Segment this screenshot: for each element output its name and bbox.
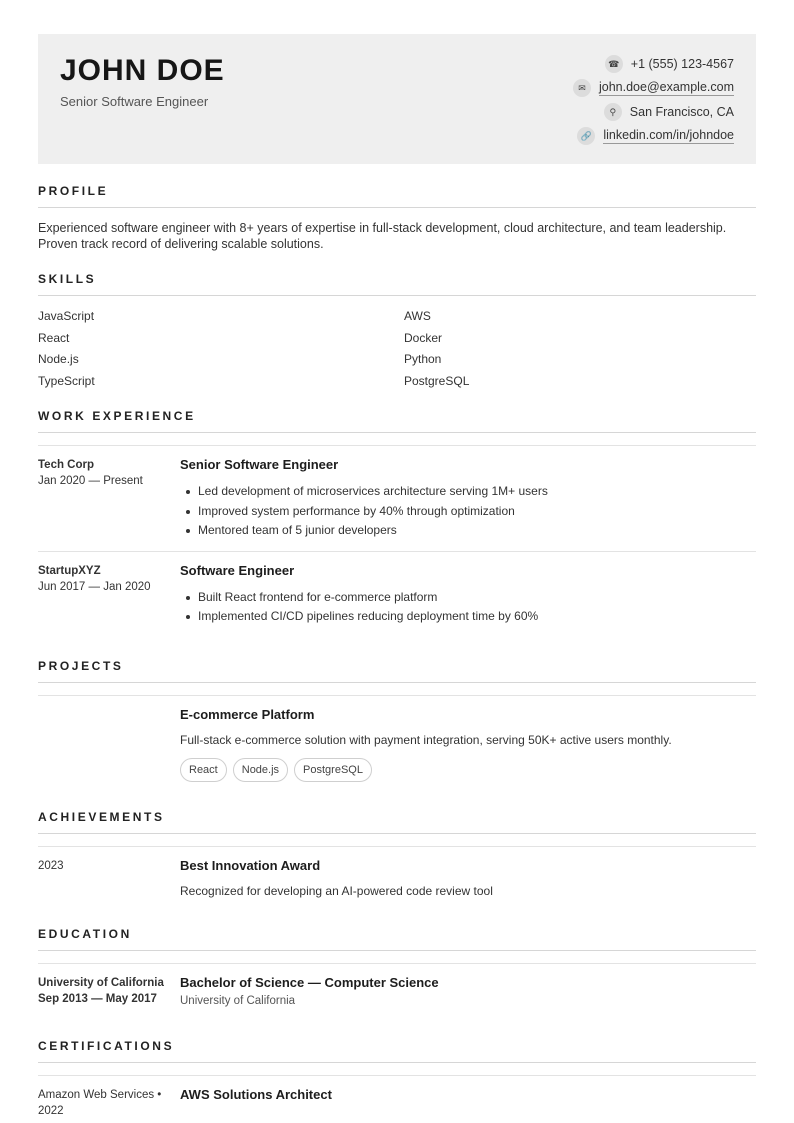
degree-title: Bachelor of Science — Computer Science	[180, 974, 439, 990]
bullet-item: Improved system performance by 40% through optimization	[180, 502, 756, 522]
project-list	[38, 695, 756, 792]
contact-linkedin[interactable]	[573, 124, 734, 148]
job-title: Senior Software Engineer	[60, 94, 209, 109]
email-link[interactable]: john.doe@example.com	[599, 80, 734, 94]
achievement-bullets	[180, 482, 756, 541]
skill-item: PostgreSQL	[404, 373, 470, 388]
contact-location	[573, 100, 734, 124]
work-list	[38, 445, 756, 637]
project-meta	[38, 707, 180, 782]
full-name: JOHN DOE	[60, 54, 225, 87]
education-entry	[38, 963, 756, 1017]
work-details	[180, 563, 756, 627]
project-details	[180, 707, 756, 782]
skill-item: Python	[404, 352, 442, 366]
achievement-details	[180, 858, 756, 899]
certification-entry	[38, 1075, 756, 1123]
skill-item: Docker	[404, 330, 443, 345]
section-title-work: WORK EXPERIENCE	[38, 409, 756, 433]
position-title: Senior Software Engineer	[180, 457, 339, 472]
achievement-bullets	[180, 588, 756, 627]
company-name: Tech Corp	[38, 459, 95, 471]
section-title-projects: PROJECTS	[38, 659, 756, 683]
position-title: Software Engineer	[180, 562, 295, 578]
certification-issuer: Amazon Web Services •	[38, 1088, 162, 1101]
work-details	[180, 457, 756, 541]
project-description: Full-stack e-commerce solution with payment integration, serving 50K+ active users monthly.	[180, 732, 672, 747]
work-dates: Jan 2020 — Present	[38, 475, 143, 487]
achievement-year: 2023	[38, 859, 64, 872]
work-entry	[38, 445, 756, 551]
project-entry	[38, 695, 756, 792]
certification-title: AWS Solutions Architect	[180, 1086, 332, 1102]
contact-email[interactable]	[573, 76, 734, 100]
tech-tag: PostgreSQL	[294, 758, 372, 782]
achievement-list	[38, 846, 756, 909]
resume-header	[38, 34, 756, 164]
work-dates: Jun 2017 — Jan 2020	[38, 580, 151, 593]
skill-item: TypeScript	[38, 373, 95, 388]
section-title-education: EDUCATION	[38, 927, 756, 951]
work-meta	[38, 457, 180, 541]
school-name: University of California	[38, 976, 164, 989]
section-title-certifications: CERTIFICATIONS	[38, 1039, 756, 1063]
certification-meta	[38, 1087, 180, 1119]
tech-tag: React	[180, 758, 227, 782]
bullet-item: Implemented CI/CD pipelines reducing deployment time by 60%	[180, 607, 756, 627]
profile-summary: Experienced software engineer with 8+ years of expertise in full-stack development, cloud architecture, and team leadership. Proven track record of delivering scalable solutions.	[38, 221, 727, 251]
location-text: San Francisco, CA	[629, 105, 734, 119]
linkedin-link[interactable]: linkedin.com/in/johndoe	[603, 128, 734, 142]
email-icon: ✉	[573, 79, 591, 97]
skill-item: React	[38, 330, 70, 345]
phone-text: +1 (555) 123-4567	[630, 57, 734, 71]
bullet-item: Mentored team of 5 junior developers	[180, 521, 756, 541]
tech-tags	[180, 758, 756, 782]
contact-phone	[573, 52, 734, 76]
company-name: StartupXYZ	[38, 564, 101, 577]
skill-item: Node.js	[38, 352, 79, 366]
section-title-achievements: ACHIEVEMENTS	[38, 810, 756, 834]
location-icon: ⚲	[604, 103, 622, 121]
contact-list	[573, 52, 734, 148]
bullet-item: Built React frontend for e-commerce platform	[180, 588, 756, 608]
achievement-entry	[38, 846, 756, 909]
education-meta	[38, 975, 180, 1007]
certification-details	[180, 1087, 756, 1119]
skill-item: AWS	[404, 309, 431, 323]
project-title: E-commerce Platform	[180, 706, 315, 722]
education-list	[38, 963, 756, 1017]
link-icon: 🔗	[577, 127, 595, 145]
institution-name: University of California	[180, 994, 296, 1007]
bullet-item: Led development of microservices architecture serving 1M+ users	[180, 482, 756, 502]
education-details	[180, 975, 756, 1007]
work-entry	[38, 551, 756, 637]
section-title-profile: PROFILE	[38, 184, 756, 208]
achievement-title: Best Innovation Award	[180, 857, 321, 873]
section-title-skills: SKILLS	[38, 272, 756, 296]
education-dates: Sep 2013 — May 2017	[38, 992, 157, 1005]
achievement-description: Recognized for developing an AI-powered code review tool	[180, 883, 493, 898]
phone-icon: ☎	[605, 55, 623, 73]
skills-grid	[38, 308, 756, 389]
tech-tag: Node.js	[233, 758, 288, 782]
skill-item: JavaScript	[38, 309, 95, 323]
work-meta	[38, 563, 180, 627]
certification-list	[38, 1075, 756, 1123]
certification-year: 2022	[38, 1104, 64, 1117]
